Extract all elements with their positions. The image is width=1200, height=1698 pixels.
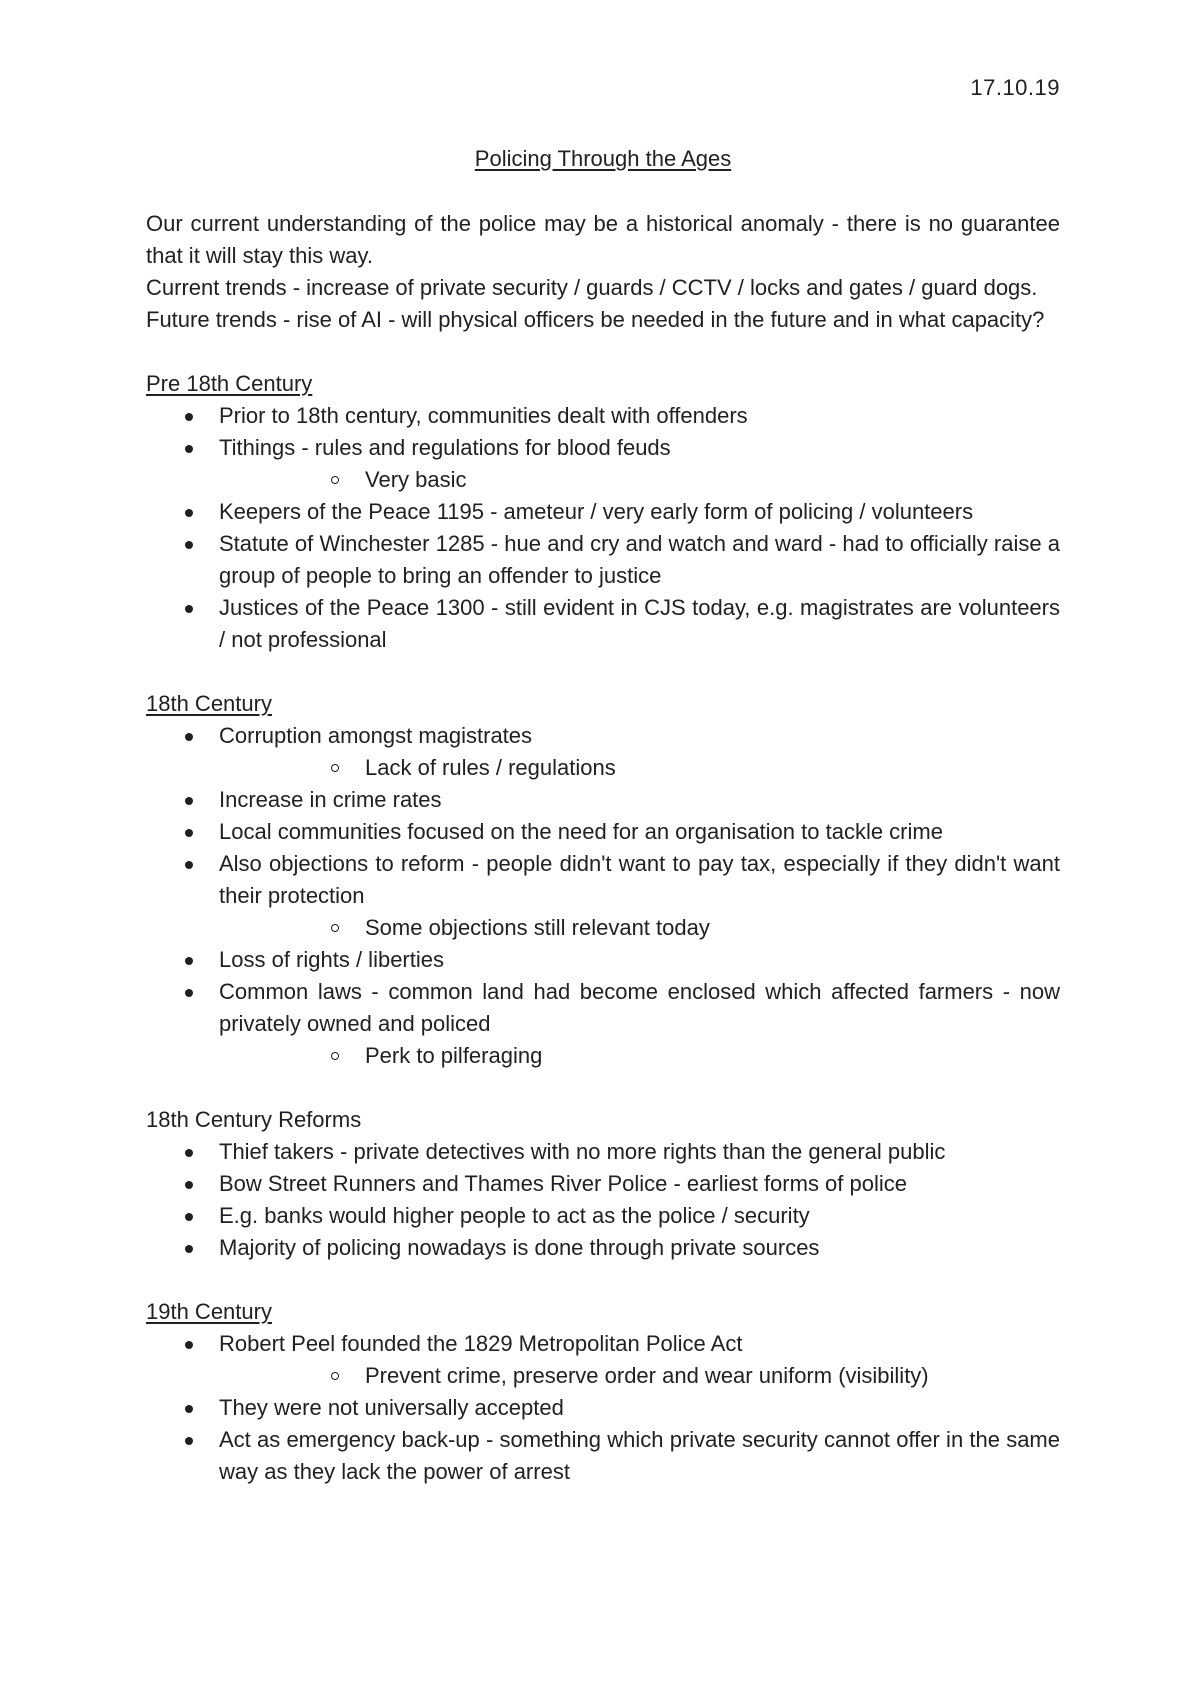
list-item-text: Thief takers - private detectives with no more rights than the general public	[219, 1139, 946, 1164]
section-heading: 18th Century Reforms	[146, 1107, 362, 1132]
list-item	[146, 1136, 1060, 1168]
list-item-text: Increase in crime rates	[219, 787, 442, 812]
sub-list-item: Very basic	[219, 464, 1060, 496]
list-item-text: Bow Street Runners and Thames River Police - earliest forms of police	[219, 1171, 907, 1196]
list-item-text: Tithings - rules and regulations for blood feuds	[219, 435, 671, 460]
section-18th-century-reforms	[146, 1104, 1060, 1264]
sub-bullet-list	[219, 752, 1060, 784]
list-item	[146, 720, 1060, 784]
sub-list-item: Perk to pilferaging	[219, 1040, 1060, 1072]
document-title: Policing Through the Ages	[474, 146, 732, 171]
list-item	[146, 432, 1060, 496]
sub-bullet-list	[219, 1040, 1060, 1072]
intro-paragraph: Current trends - increase of private security / guards / CCTV / locks and gates / guard dogs.	[146, 275, 1038, 300]
list-item-text: Prior to 18th century, communities dealt with offenders	[219, 403, 748, 428]
list-item-text: Justices of the Peace 1300 - still evident in CJS today, e.g. magistrates are volunteers / not professional	[219, 595, 1060, 652]
bullet-list	[146, 400, 1060, 656]
section-19th-century	[146, 1296, 1060, 1488]
bullet-list	[146, 1328, 1060, 1488]
list-item	[146, 592, 1060, 656]
list-item-text: Corruption amongst magistrates	[219, 723, 533, 748]
intro-paragraphs	[146, 208, 1060, 336]
list-item-text: Statute of Winchester 1285 - hue and cry and watch and ward - had to officially raise a group of people to bring an offender to justice	[219, 531, 1060, 588]
list-item	[146, 1392, 1060, 1424]
section-18th-century	[146, 688, 1060, 1072]
list-item-text: Keepers of the Peace 1195 - ameteur / very early form of policing / volunteers	[219, 499, 974, 524]
list-item	[146, 784, 1060, 816]
list-item	[146, 976, 1060, 1072]
section-heading: 18th Century	[146, 691, 272, 716]
list-item	[146, 1232, 1060, 1264]
sub-list-item: Lack of rules / regulations	[219, 752, 1060, 784]
bullet-list	[146, 1136, 1060, 1264]
list-item-text: Act as emergency back-up - something which private security cannot offer in the same way as they lack the power of arrest	[219, 1427, 1060, 1484]
section-heading: 19th Century	[146, 1299, 272, 1324]
list-item	[146, 1424, 1060, 1488]
section-pre-18th-century	[146, 368, 1060, 656]
list-item-text: Local communities focused on the need for an organisation to tackle crime	[219, 819, 943, 844]
document-date: 17.10.19	[970, 75, 1060, 100]
sub-bullet-list	[219, 1360, 1060, 1392]
bullet-list	[146, 720, 1060, 1072]
list-item	[146, 1168, 1060, 1200]
list-item-text: Loss of rights / liberties	[219, 947, 444, 972]
intro-paragraph: Our current understanding of the police may be a historical anomaly - there is no guarantee that it will stay this way.	[146, 211, 1060, 268]
list-item	[146, 944, 1060, 976]
list-item-text: They were not universally accepted	[219, 1395, 564, 1420]
intro-paragraph: Future trends - rise of AI - will physical officers be needed in the future and in what capacity?	[146, 307, 1045, 332]
list-item	[146, 848, 1060, 944]
list-item	[146, 400, 1060, 432]
list-item-text: Robert Peel founded the 1829 Metropolitan Police Act	[219, 1331, 743, 1356]
sub-bullet-list	[219, 464, 1060, 496]
list-item	[146, 1200, 1060, 1232]
document-body	[146, 208, 1060, 1488]
sub-list-item: Prevent crime, preserve order and wear uniform (visibility)	[219, 1360, 1060, 1392]
list-item	[146, 496, 1060, 528]
list-item	[146, 816, 1060, 848]
sub-list-item: Some objections still relevant today	[219, 912, 1060, 944]
list-item	[146, 528, 1060, 592]
list-item-text: Common laws - common land had become enclosed which affected farmers - now privately owned and policed	[219, 979, 1060, 1036]
list-item-text: E.g. banks would higher people to act as the police / security	[219, 1203, 810, 1228]
sub-bullet-list	[219, 912, 1060, 944]
list-item-text: Also objections to reform - people didn't want to pay tax, especially if they didn't want their protection	[219, 851, 1060, 908]
list-item-text: Majority of policing nowadays is done through private sources	[219, 1235, 820, 1260]
list-item	[146, 1328, 1060, 1392]
section-heading: Pre 18th Century	[146, 371, 313, 396]
